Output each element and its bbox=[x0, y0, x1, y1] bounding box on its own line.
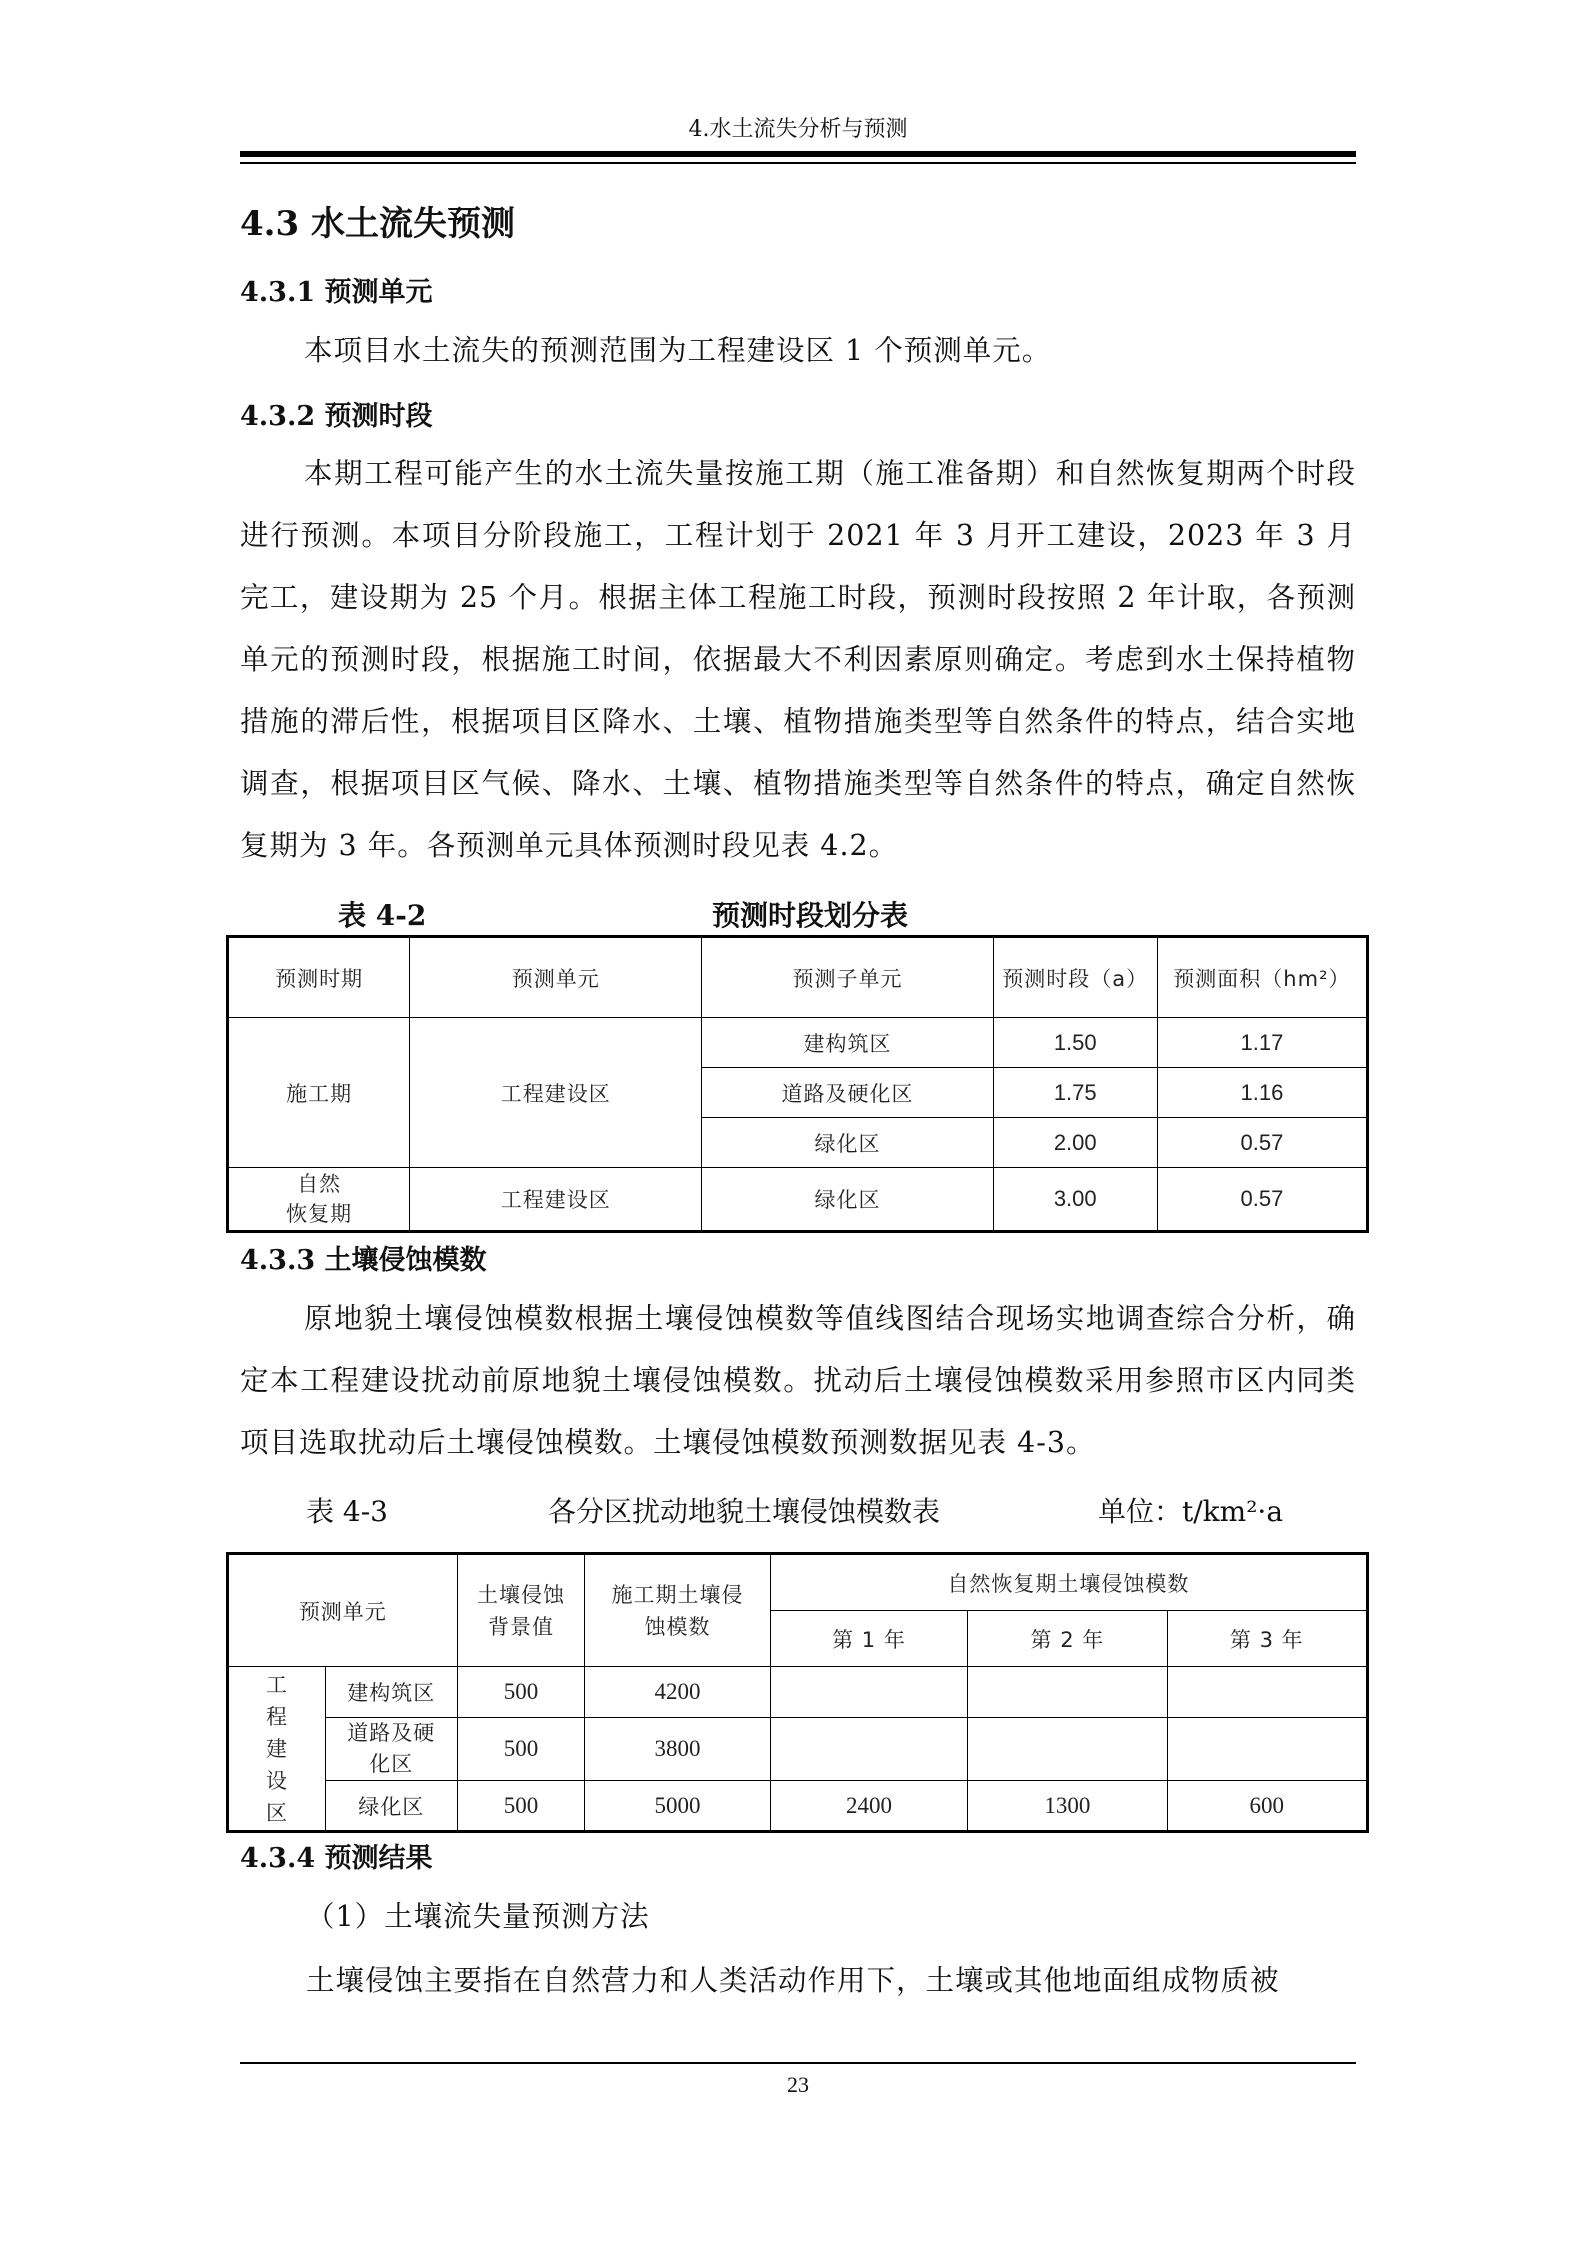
year3-cell bbox=[1167, 1667, 1367, 1718]
table-row bbox=[228, 1168, 1368, 1232]
subunit-cell: 建构筑区 bbox=[702, 1018, 993, 1068]
table-4-3 bbox=[226, 1552, 1369, 1833]
paragraph-431: 本项目水土流失的预测范围为工程建设区 1 个预测单元。 bbox=[304, 334, 1052, 367]
subunit-cell: 道路及硬化区 bbox=[702, 1068, 993, 1118]
page-number: 23 bbox=[787, 2072, 809, 2097]
paragraph-434: 土壤侵蚀主要指在自然营力和人类活动作用下，土壤或其他地面组成物质被 bbox=[306, 1964, 1280, 1997]
area-cell: 1.16 bbox=[1157, 1068, 1367, 1118]
subsection-heading-434: 4.3.4 预测结果 bbox=[240, 1843, 433, 1874]
year3-cell bbox=[1167, 1718, 1367, 1781]
table-row bbox=[228, 1018, 1368, 1068]
background-cell: 500 bbox=[457, 1667, 585, 1718]
year1-cell bbox=[770, 1667, 967, 1718]
table43-caption-number: 表 4-3 bbox=[306, 1495, 388, 1528]
col-header-year1: 第 1 年 bbox=[770, 1611, 967, 1667]
unit-name-cell: 建构筑区 bbox=[325, 1667, 457, 1718]
col-header-year2: 第 2 年 bbox=[968, 1611, 1167, 1667]
area-cell: 0.57 bbox=[1157, 1168, 1367, 1232]
col-header-unit: 预测单元 bbox=[228, 1554, 458, 1667]
col-header-background: 土壤侵蚀背景值 bbox=[457, 1554, 585, 1667]
unit-name-cell: 道路及硬化区 bbox=[325, 1718, 457, 1781]
unit-cell: 工程建设区 bbox=[410, 1168, 702, 1232]
header-rule-thin bbox=[240, 162, 1356, 164]
year2-cell bbox=[968, 1667, 1167, 1718]
period-cell: 自然 恢复期 bbox=[228, 1168, 410, 1232]
subunit-cell: 绿化区 bbox=[702, 1168, 993, 1232]
construction-cell: 5000 bbox=[585, 1781, 770, 1832]
year1-cell: 2400 bbox=[770, 1781, 967, 1832]
paragraph-433: 原地貌土壤侵蚀模数根据土壤侵蚀模数等值线图结合现场实地调查综合分析，确定本工程建设扰动前原地貌土壤侵蚀模数。扰动后土壤侵蚀模数采用参照市区内同类项目选取扰动后土壤侵蚀模数。土壤侵蚀模数预测数据见表 4-3。 bbox=[240, 1302, 1356, 1459]
table-header-row bbox=[228, 937, 1368, 1018]
col-header-year3: 第 3 年 bbox=[1167, 1611, 1367, 1667]
subsection-heading-431: 4.3.1 预测单元 bbox=[240, 277, 433, 308]
table43-caption-title: 各分区扰动地貌土壤侵蚀模数表 bbox=[548, 1495, 941, 1528]
table-header-row bbox=[228, 1554, 1368, 1611]
subheading-method: （1）土壤流失量预测方法 bbox=[306, 1900, 650, 1933]
table-row bbox=[228, 1781, 1368, 1832]
col-header-area: 预测面积（hm²） bbox=[1157, 937, 1367, 1018]
section-heading: 4.3 水土流失预测 bbox=[240, 204, 515, 244]
duration-cell: 1.50 bbox=[993, 1018, 1157, 1068]
col-header-recovery: 自然恢复期土壤侵蚀模数 bbox=[770, 1554, 1367, 1611]
col-header-construction: 施工期土壤侵蚀模数 bbox=[585, 1554, 770, 1667]
year2-cell: 1300 bbox=[968, 1781, 1167, 1832]
unit-name-cell: 绿化区 bbox=[325, 1781, 457, 1832]
background-cell: 500 bbox=[457, 1718, 585, 1781]
header-rule-thick bbox=[240, 151, 1356, 157]
year2-cell bbox=[968, 1718, 1167, 1781]
paragraph-432: 本期工程可能产生的水土流失量按施工期（施工准备期）和自然恢复期两个时段进行预测。本项目分阶段施工，工程计划于 2021 年 3 月开工建设，2023 年 3 月完工，建设期为 25 个月。根据主体工程施工时段，预测时段按照 2 年计取，各预测单元的预测时段，根据施工时间，依据最大不利因素原则确定。考虑到水土保持植物措施的滞后性，根据项目区降水、土壤、植物措施类型等自然条件的特点，结合实地调查，根据项目区气候、降水、土壤、植物措施类型等自然条件的特点，确定自然恢复期为 3 年。各预测单元具体预测时段见表 4.2。 bbox=[240, 457, 1356, 862]
table-row bbox=[228, 1718, 1368, 1781]
col-header-period: 预测时期 bbox=[228, 937, 410, 1018]
duration-cell: 3.00 bbox=[993, 1168, 1157, 1232]
duration-cell: 1.75 bbox=[993, 1068, 1157, 1118]
subsection-heading-433: 4.3.3 土壤侵蚀模数 bbox=[240, 1245, 487, 1276]
table42-caption-title: 预测时段划分表 bbox=[712, 899, 909, 932]
footer-rule bbox=[240, 2062, 1356, 2064]
unit-cell: 工程建设区 bbox=[410, 1018, 702, 1168]
table42-caption-number: 表 4-2 bbox=[338, 899, 427, 932]
year1-cell bbox=[770, 1718, 967, 1781]
duration-cell: 2.00 bbox=[993, 1118, 1157, 1168]
period-cell: 施工期 bbox=[228, 1018, 410, 1168]
col-header-subunit: 预测子单元 bbox=[702, 937, 993, 1018]
construction-cell: 4200 bbox=[585, 1667, 770, 1718]
construction-cell: 3800 bbox=[585, 1718, 770, 1781]
area-cell: 0.57 bbox=[1157, 1118, 1367, 1168]
table-4-2 bbox=[226, 935, 1369, 1233]
background-cell: 500 bbox=[457, 1781, 585, 1832]
year3-cell: 600 bbox=[1167, 1781, 1367, 1832]
subunit-cell: 绿化区 bbox=[702, 1118, 993, 1168]
area-cell: 1.17 bbox=[1157, 1018, 1367, 1068]
col-header-unit: 预测单元 bbox=[410, 937, 702, 1018]
subsection-heading-432: 4.3.2 预测时段 bbox=[240, 401, 433, 432]
group-cell: 工程建设区 bbox=[228, 1667, 326, 1832]
col-header-duration: 预测时段（a） bbox=[993, 937, 1157, 1018]
running-header: 4.水土流失分析与预测 bbox=[688, 117, 908, 142]
table-row bbox=[228, 1667, 1368, 1718]
table43-caption-unit: 单位：t/km²·a bbox=[1098, 1495, 1284, 1528]
